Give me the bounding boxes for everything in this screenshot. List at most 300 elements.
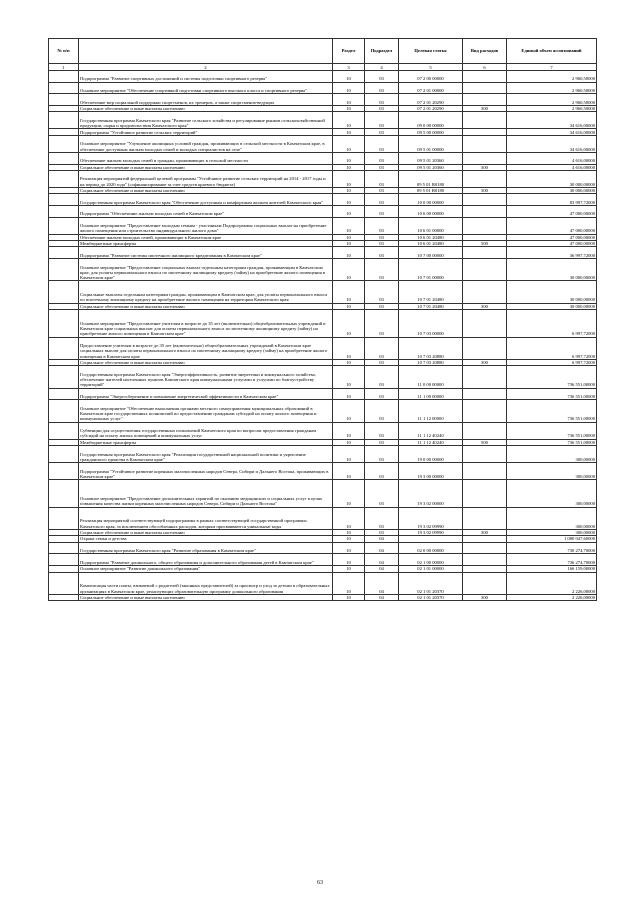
row-podrazdel-cell: 03 <box>365 106 399 112</box>
column-number: 5 <box>399 64 463 71</box>
row-podrazdel-cell: 03 <box>365 234 399 240</box>
row-csr-cell: 19 3 02 00000 <box>399 480 463 508</box>
row-csr-cell: 02 1 01 20370 <box>399 572 463 594</box>
row-name-cell: Основное мероприятие "Предоставление социальных выплат отдельным категориям граждан, проживающим в Камчатском крае, для уплаты первоначального взноса по ипотечному жилищному кредиту (займу) на приобретение жилого помещения в Камчатском крае" <box>79 259 333 281</box>
row-csr-cell: 10 7 03 20880 <box>399 360 463 366</box>
table-row <box>49 217 597 234</box>
row-number-cell <box>49 71 79 83</box>
row-csr-cell: 10 6 01 20480 <box>399 234 463 240</box>
row-razdel-cell: 10 <box>333 480 365 508</box>
row-name-cell: Социальное обеспечение и иные выплаты населению <box>79 529 333 535</box>
row-vr-cell: 300 <box>463 529 507 535</box>
header-name <box>79 39 333 64</box>
row-razdel-cell: 10 <box>333 337 365 359</box>
row-sum-cell: 2 960,50000 <box>507 71 597 83</box>
row-sum-cell: 30 000,00000 <box>507 303 597 309</box>
table-row <box>49 337 597 359</box>
row-csr-cell: 09 0 00 00000 <box>399 112 463 129</box>
table-row <box>49 170 597 187</box>
row-razdel-cell: 10 <box>333 366 365 388</box>
row-vr-cell: 300 <box>463 187 507 193</box>
document-page <box>48 38 596 601</box>
row-podrazdel-cell: 03 <box>365 388 399 400</box>
row-name-cell: Подпрограмма "Развитие дошкольного, общего образования и дополнительного образования детей в Камчатском крае" <box>79 554 333 566</box>
row-name-cell: Предоставление учителям в возрасте до 35 лет (включительно) общеобразовательных учреждений в Камчатском крае социальных выплат для оплаты первоначального взноса по ипотечному жилищному кредиту (займу) на приобретение жилого помещения в Камчатском крае <box>79 337 333 359</box>
row-csr-cell: 10 6 01 00000 <box>399 217 463 234</box>
row-number-cell <box>49 217 79 234</box>
row-csr-cell: 10 7 03 20880 <box>399 337 463 359</box>
row-podrazdel-cell: 03 <box>365 129 399 135</box>
row-sum-cell: 2 960,50000 <box>507 82 597 94</box>
row-podrazdel-cell: 03 <box>365 400 399 422</box>
row-podrazdel-cell: 03 <box>365 366 399 388</box>
table-row <box>49 281 597 303</box>
row-number-cell <box>49 135 79 152</box>
row-name-cell: Подпрограмма "Обеспечение жильем молодых семей в Камчатском крае" <box>79 206 333 218</box>
row-vr-cell: 300 <box>463 303 507 309</box>
row-razdel-cell: 10 <box>333 507 365 529</box>
row-razdel-cell: 10 <box>333 106 365 112</box>
row-vr-cell: 500 <box>463 439 507 445</box>
row-vr-cell <box>463 463 507 480</box>
row-number-cell <box>49 400 79 422</box>
row-sum-cell: 47 000,00000 <box>507 241 597 247</box>
row-number-cell <box>49 366 79 388</box>
row-number-cell <box>49 170 79 187</box>
row-sum-cell: 4 616,00000 <box>507 152 597 164</box>
row-sum-cell: 736 551,00000 <box>507 439 597 445</box>
row-podrazdel-cell: 04 <box>365 572 399 594</box>
row-razdel-cell: 10 <box>333 422 365 439</box>
row-vr-cell: 500 <box>463 241 507 247</box>
row-podrazdel-cell: 03 <box>365 337 399 359</box>
row-razdel-cell: 10 <box>333 71 365 83</box>
row-vr-cell <box>463 446 507 463</box>
row-razdel-cell: 10 <box>333 572 365 594</box>
row-name-cell: Государственная программа Камчатского края "Развитие образования в Камчатском крае" <box>79 542 333 554</box>
row-vr-cell <box>463 217 507 234</box>
header-sum: Единый объем ассигнований <box>507 39 597 64</box>
row-podrazdel-cell: 03 <box>365 194 399 206</box>
row-name-cell: Государственная программа Камчатского края "Развитие сельского хозяйства и регулирование рынков сельскохозяйственной продукции, сырья и продовольствия Камчатского края" <box>79 112 333 129</box>
row-razdel-cell: 10 <box>333 259 365 281</box>
row-name-cell: Межбюджетные трансферты <box>79 439 333 445</box>
table-row <box>49 400 597 422</box>
row-sum-cell: 300,00000 <box>507 446 597 463</box>
column-number: 6 <box>463 64 507 71</box>
row-csr-cell: 02 1 01 00000 <box>399 566 463 572</box>
table-row <box>49 71 597 83</box>
row-csr-cell: 07 2 01 20290 <box>399 94 463 106</box>
table-row <box>49 542 597 554</box>
row-razdel-cell: 10 <box>333 187 365 193</box>
row-vr-cell <box>463 71 507 83</box>
row-podrazdel-cell: 03 <box>365 281 399 303</box>
table-row <box>49 247 597 259</box>
row-name-cell: Социальное обеспечение и иные выплаты населению <box>79 594 333 600</box>
row-sum-cell: 30 000,00000 <box>507 281 597 303</box>
budget-table <box>48 38 597 601</box>
row-sum-cell: 6 997,72000 <box>507 310 597 338</box>
column-number: 2 <box>79 64 333 71</box>
row-csr-cell: 11 0 00 00000 <box>399 366 463 388</box>
row-podrazdel-cell: 03 <box>365 259 399 281</box>
row-podrazdel-cell: 03 <box>365 217 399 234</box>
row-name-cell: Социальные выплаты отдельным категориям граждан, проживающим в Камчатском крае, для уплаты первоначального взноса по ипотечному жилищному кредиту на приобретение жилого помещения на территории Камчатского края <box>79 281 333 303</box>
row-number-cell <box>49 507 79 529</box>
row-csr-cell: 07 2 00 00000 <box>399 71 463 83</box>
row-csr-cell: 10 6 00 00000 <box>399 206 463 218</box>
row-number-cell <box>49 247 79 259</box>
row-podrazdel-cell: 03 <box>365 82 399 94</box>
row-razdel-cell: 10 <box>333 194 365 206</box>
row-number-cell <box>49 337 79 359</box>
row-name-cell: Социальное обеспечение и иные выплаты населению <box>79 303 333 309</box>
row-csr-cell: 10 7 01 20480 <box>399 281 463 303</box>
row-csr-cell: 19 3 02 09990 <box>399 529 463 535</box>
row-csr-cell: 07 2 01 00000 <box>399 82 463 94</box>
table-row <box>49 194 597 206</box>
row-razdel-cell: 10 <box>333 170 365 187</box>
table-row <box>49 594 597 600</box>
row-vr-cell <box>463 572 507 594</box>
row-name-cell: Межбюджетные трансферты <box>79 241 333 247</box>
row-sum-cell: 736 551,00000 <box>507 388 597 400</box>
row-vr-cell <box>463 112 507 129</box>
row-podrazdel-cell: 03 <box>365 241 399 247</box>
row-number-cell <box>49 259 79 281</box>
table-row <box>49 554 597 566</box>
row-sum-cell: 2 226,00000 <box>507 594 597 600</box>
row-csr-cell: 07 2 01 20290 <box>399 106 463 112</box>
row-name-cell: Основное мероприятие "Обеспечение выполнения органами местного самоуправления муниципальных образований в Камчатском крае государственных полномочий по предоставлению гражданам субсидий на оплату жилого помещения и коммунальных услуг" <box>79 400 333 422</box>
column-number: 1 <box>49 64 79 71</box>
row-number-cell <box>49 112 79 129</box>
row-vr-cell: 300 <box>463 106 507 112</box>
row-sum-cell: 30 000,00000 <box>507 187 597 193</box>
row-podrazdel-cell: 03 <box>365 152 399 164</box>
row-vr-cell: 300 <box>463 360 507 366</box>
row-vr-cell <box>463 400 507 422</box>
row-sum-cell: 36 997,72000 <box>507 247 597 259</box>
row-vr-cell <box>463 206 507 218</box>
row-razdel-cell: 10 <box>333 439 365 445</box>
row-vr-cell <box>463 480 507 508</box>
row-podrazdel-cell: 03 <box>365 247 399 259</box>
row-number-cell <box>49 463 79 480</box>
row-number-cell <box>49 446 79 463</box>
row-vr-cell <box>463 310 507 338</box>
table-row <box>49 112 597 129</box>
row-podrazdel-cell: 03 <box>365 439 399 445</box>
row-razdel-cell: 10 <box>333 241 365 247</box>
row-sum-cell: 34 616,00000 <box>507 112 597 129</box>
row-razdel-cell: 10 <box>333 360 365 366</box>
row-sum-cell: 736 274,70000 <box>507 554 597 566</box>
row-sum-cell: 30 000,00000 <box>507 259 597 281</box>
table-row <box>49 94 597 106</box>
row-number-cell <box>49 206 79 218</box>
row-sum-cell: 2 960,50000 <box>507 106 597 112</box>
row-vr-cell <box>463 194 507 206</box>
row-csr-cell: 11 1 00 00000 <box>399 388 463 400</box>
row-csr-cell: 02 1 01 20370 <box>399 594 463 600</box>
row-csr-cell: 02 0 00 00000 <box>399 542 463 554</box>
table-row <box>49 422 597 439</box>
row-razdel-cell: 10 <box>333 234 365 240</box>
row-name-cell: Государственная программа Камчатского края "Реализация государственной национальной политики и укрепление гражданского единства в Камчатском крае" <box>79 446 333 463</box>
row-csr-cell: 11 1 12 40240 <box>399 439 463 445</box>
header-row <box>49 39 597 64</box>
table-row <box>49 152 597 164</box>
row-number-cell <box>49 594 79 600</box>
row-podrazdel-cell: 03 <box>365 310 399 338</box>
row-razdel-cell: 10 <box>333 400 365 422</box>
row-name-cell: Основное мероприятие "Предоставление учителям в возрасте до 35 лет (включительно) общеобразовательных учреждений в Камчатском крае социальных выплат для оплаты первоначального взноса по ипотечному жилищному кредиту (займу) на приобретение жилого помещения в Камчатском крае" <box>79 310 333 338</box>
row-razdel-cell: 10 <box>333 463 365 480</box>
row-sum-cell: 300,00000 <box>507 507 597 529</box>
row-name-cell: Подпрограмма "Развитие спортивных достижений и системы подготовки спортивного резерва" <box>79 71 333 83</box>
row-sum-cell: 47 000,00000 <box>507 234 597 240</box>
row-vr-cell <box>463 422 507 439</box>
row-razdel-cell: 10 <box>333 536 365 542</box>
row-csr-cell: 10 7 03 00000 <box>399 310 463 338</box>
table-row <box>49 572 597 594</box>
row-name-cell: Основное мероприятие "Улучшение жилищных условий граждан, проживающих в сельской местности в Камчатском крае, в обеспечение доступным жильем молодых семей и молодых специалистов на селе" <box>79 135 333 152</box>
row-sum-cell: 300,00000 <box>507 529 597 535</box>
row-vr-cell <box>463 94 507 106</box>
row-name-cell: Подпрограмма "Устойчивое развитие сельских территорий" <box>79 129 333 135</box>
row-name-cell: Подпрограмма "Энергосбережение и повышение энергетической эффективности в Камчатском крае" <box>79 388 333 400</box>
column-number: 4 <box>365 64 399 71</box>
row-razdel-cell: 10 <box>333 94 365 106</box>
row-podrazdel-cell: 03 <box>365 463 399 480</box>
row-number-cell <box>49 152 79 164</box>
row-name-cell: Субвенции для осуществления государственных полномочий Камчатского края по вопросам предоставления гражданам субсидий на оплату жилых помещений и коммунальных услуг <box>79 422 333 439</box>
row-name-cell: Обеспечение мер социальной поддержки спортсменов, их тренеров, а также спортсменов-ведущих <box>79 94 333 106</box>
row-name-cell: Обеспечение жильем молодых семей, проживающих в Камчатском крае <box>79 234 333 240</box>
row-number-cell <box>49 422 79 439</box>
row-podrazdel-cell: 03 <box>365 206 399 218</box>
row-sum-cell: 2 226,00000 <box>507 572 597 594</box>
row-number-cell <box>49 388 79 400</box>
row-podrazdel-cell: 04 <box>365 566 399 572</box>
column-number: 7 <box>507 64 597 71</box>
row-podrazdel-cell: 03 <box>365 360 399 366</box>
row-csr-cell: 09 5 01 R0180 <box>399 187 463 193</box>
row-number-cell <box>49 554 79 566</box>
row-sum-cell: 2 960,50000 <box>507 94 597 106</box>
row-csr-cell: 10 7 00 00000 <box>399 247 463 259</box>
row-podrazdel-cell: 03 <box>365 507 399 529</box>
header-csr: Целевая статья <box>399 39 463 64</box>
row-csr-cell: 09 5 01 00000 <box>399 135 463 152</box>
row-name-cell: Подпрограмма "Развитие системы ипотечного жилищного кредитования в Камчатском крае" <box>79 247 333 259</box>
row-name-cell: Обеспечение жильем молодых семей и граждан, проживающих в сельской местности <box>79 152 333 164</box>
row-sum-cell: 4 616,00000 <box>507 164 597 170</box>
row-name-cell: Основное мероприятие "Обеспечение спортивной подготовки спортивного высокого класса и спортивного резерва" <box>79 82 333 94</box>
row-razdel-cell: 10 <box>333 82 365 94</box>
row-vr-cell <box>463 554 507 566</box>
row-vr-cell <box>463 82 507 94</box>
row-csr-cell: 10 0 00 00000 <box>399 194 463 206</box>
row-name-cell: Социальное обеспечение и иные выплаты населению <box>79 187 333 193</box>
table-row <box>49 507 597 529</box>
row-vr-cell <box>463 135 507 152</box>
row-name-cell: Основное мероприятие "Предоставление молодым семьям - участникам Подпрограммы социальных выплат на приобретение жилого помещения или строительство индивидуального жилого дома" <box>79 217 333 234</box>
row-sum-cell: 34 616,00000 <box>507 129 597 135</box>
row-podrazdel-cell: 03 <box>365 112 399 129</box>
row-sum-cell: 166 159,00000 <box>507 566 597 572</box>
row-podrazdel-cell: 03 <box>365 529 399 535</box>
row-csr-cell: 11 1 12 00000 <box>399 400 463 422</box>
row-name-cell: Подпрограмма "Устойчивое развитие коренных малочисленных народов Севера, Сибири и Дальнего Востока, проживающих в Камчатском крае" <box>79 463 333 480</box>
header-podrazdel: Подраздел <box>365 39 399 64</box>
row-sum-cell: 47 000,00000 <box>507 206 597 218</box>
row-csr-cell: 10 6 01 20480 <box>399 241 463 247</box>
row-podrazdel-cell: 04 <box>365 536 399 542</box>
row-razdel-cell: 10 <box>333 446 365 463</box>
row-razdel-cell: 10 <box>333 112 365 129</box>
row-name-cell: Государственная программа Камчатского края "Энергоэффективность, развитие энергетики и коммунального хозяйства, обеспечение жителей населенных пунктов Камчатского края коммунальными услугами и услугами по благоустройству территорий" <box>79 366 333 388</box>
row-vr-cell <box>463 152 507 164</box>
row-razdel-cell: 10 <box>333 164 365 170</box>
row-number-cell <box>49 82 79 94</box>
row-csr-cell: 09 5 01 20360 <box>399 164 463 170</box>
row-csr-cell: 02 1 00 00000 <box>399 554 463 566</box>
row-vr-cell <box>463 507 507 529</box>
row-podrazdel-cell: 04 <box>365 542 399 554</box>
row-razdel-cell: 10 <box>333 594 365 600</box>
row-razdel-cell: 10 <box>333 566 365 572</box>
row-number-cell <box>49 94 79 106</box>
row-name-cell: Государственная программа Камчатского края "Обеспечение доступным и комфортным жильем жителей Камчатского края" <box>79 194 333 206</box>
row-sum-cell: 6 997,72000 <box>507 337 597 359</box>
row-razdel-cell: 10 <box>333 135 365 152</box>
row-vr-cell <box>463 388 507 400</box>
row-vr-cell <box>463 366 507 388</box>
row-razdel-cell: 10 <box>333 206 365 218</box>
row-sum-cell: 34 616,00000 <box>507 135 597 152</box>
row-podrazdel-cell: 03 <box>365 187 399 193</box>
row-vr-cell <box>463 281 507 303</box>
row-number-cell <box>49 194 79 206</box>
table-row <box>49 446 597 463</box>
table-row <box>49 480 597 508</box>
row-sum-cell: 6 997,72000 <box>507 360 597 366</box>
row-razdel-cell: 10 <box>333 554 365 566</box>
column-number: 3 <box>333 64 365 71</box>
table-row <box>49 206 597 218</box>
table-row <box>49 366 597 388</box>
table-row <box>49 82 597 94</box>
row-podrazdel-cell: 03 <box>365 422 399 439</box>
row-vr-cell <box>463 259 507 281</box>
row-sum-cell: 736 551,00000 <box>507 400 597 422</box>
row-razdel-cell: 10 <box>333 152 365 164</box>
row-vr-cell <box>463 170 507 187</box>
row-csr-cell: 09 5 01 20360 <box>399 152 463 164</box>
row-sum-cell: 736 551,00000 <box>507 422 597 439</box>
row-name-cell: Социальное обеспечение и иные выплаты населению <box>79 164 333 170</box>
row-name-cell: Основное мероприятие "Развитие дошкольного образования" <box>79 566 333 572</box>
row-csr-cell: 19 3 02 09990 <box>399 507 463 529</box>
row-csr-cell: 09 5 00 00000 <box>399 129 463 135</box>
row-name-cell: Социальное обеспечение и иные выплаты населению <box>79 106 333 112</box>
row-vr-cell <box>463 542 507 554</box>
row-name-cell: Социальное обеспечение и иные выплаты населению <box>79 360 333 366</box>
row-podrazdel-cell: 03 <box>365 480 399 508</box>
row-csr-cell: 19 3 00 00000 <box>399 463 463 480</box>
row-sum-cell: 30 000,00000 <box>507 170 597 187</box>
row-vr-cell: 300 <box>463 594 507 600</box>
row-podrazdel-cell: 04 <box>365 594 399 600</box>
row-podrazdel-cell: 03 <box>365 164 399 170</box>
row-name-cell: Основное мероприятие "Предоставление дополнительных гарантий по оказанию медицинских и социальных услуг в целях повышения качества жизни коренных малочисленных народов Севера, Сибири и Дальнего Востока" <box>79 480 333 508</box>
row-podrazdel-cell: 03 <box>365 446 399 463</box>
header-razdel: Раздел <box>333 39 365 64</box>
row-number-cell <box>49 310 79 338</box>
table-row <box>49 388 597 400</box>
row-razdel-cell: 10 <box>333 310 365 338</box>
row-razdel-cell: 10 <box>333 388 365 400</box>
table-body <box>49 71 597 601</box>
row-razdel-cell: 10 <box>333 542 365 554</box>
row-razdel-cell: 10 <box>333 217 365 234</box>
row-sum-cell: 736 551,00000 <box>507 366 597 388</box>
row-sum-cell: 47 000,00000 <box>507 217 597 234</box>
table-row <box>49 259 597 281</box>
row-vr-cell <box>463 247 507 259</box>
table-row <box>49 310 597 338</box>
row-podrazdel-cell: 03 <box>365 303 399 309</box>
row-name-cell: Реализация мероприятий соответствующей подпрограммы в рамках соответствующей государственной программы Камчатского края, за исключением обособленных расходов, которым присваиваются уникальные коды <box>79 507 333 529</box>
row-csr-cell: 19 0 00 00000 <box>399 446 463 463</box>
row-name-cell: Реализация мероприятий федеральной целевой программы "Устойчивое развитие сельских территорий на 2014 - 2017 годы и на период до 2020 года" (софинансирование за счет средств краевого бюджета) <box>79 170 333 187</box>
row-csr-cell: 09 5 01 R0180 <box>399 170 463 187</box>
table-row <box>49 463 597 480</box>
row-razdel-cell: 10 <box>333 281 365 303</box>
page-number: 63 <box>317 880 323 886</box>
row-sum-cell: 300,00000 <box>507 480 597 508</box>
row-csr-cell: 11 1 12 40240 <box>399 422 463 439</box>
row-number-cell <box>49 572 79 594</box>
row-number-cell <box>49 542 79 554</box>
row-podrazdel-cell: 03 <box>365 170 399 187</box>
row-razdel-cell: 10 <box>333 529 365 535</box>
row-csr-cell: 10 7 01 00000 <box>399 259 463 281</box>
row-podrazdel-cell: 03 <box>365 135 399 152</box>
row-csr-cell: 10 7 01 20480 <box>399 303 463 309</box>
row-number-cell <box>49 281 79 303</box>
row-razdel-cell: 10 <box>333 247 365 259</box>
row-name-cell: Охрана семьи и детства <box>79 536 333 542</box>
row-name-cell: Компенсация части платы, взимаемой с родителей (законных представителей) за присмотр и уход за детьми в образовательных организациях в Камчатском крае, реализующих образовательную программу дошкольного образования <box>79 572 333 594</box>
column-number-row <box>49 64 597 71</box>
header-num: № п/п <box>49 39 79 64</box>
row-vr-cell: 300 <box>463 164 507 170</box>
row-podrazdel-cell: 03 <box>365 94 399 106</box>
row-razdel-cell: 10 <box>333 129 365 135</box>
row-vr-cell <box>463 337 507 359</box>
row-podrazdel-cell: 03 <box>365 71 399 83</box>
header-vr: Вид расходов <box>463 39 507 64</box>
row-sum-cell: 300,00000 <box>507 463 597 480</box>
row-number-cell <box>49 480 79 508</box>
row-sum-cell: 730 274,70000 <box>507 542 597 554</box>
row-podrazdel-cell: 04 <box>365 554 399 566</box>
row-sum-cell: 1 080 047,60000 <box>507 536 597 542</box>
